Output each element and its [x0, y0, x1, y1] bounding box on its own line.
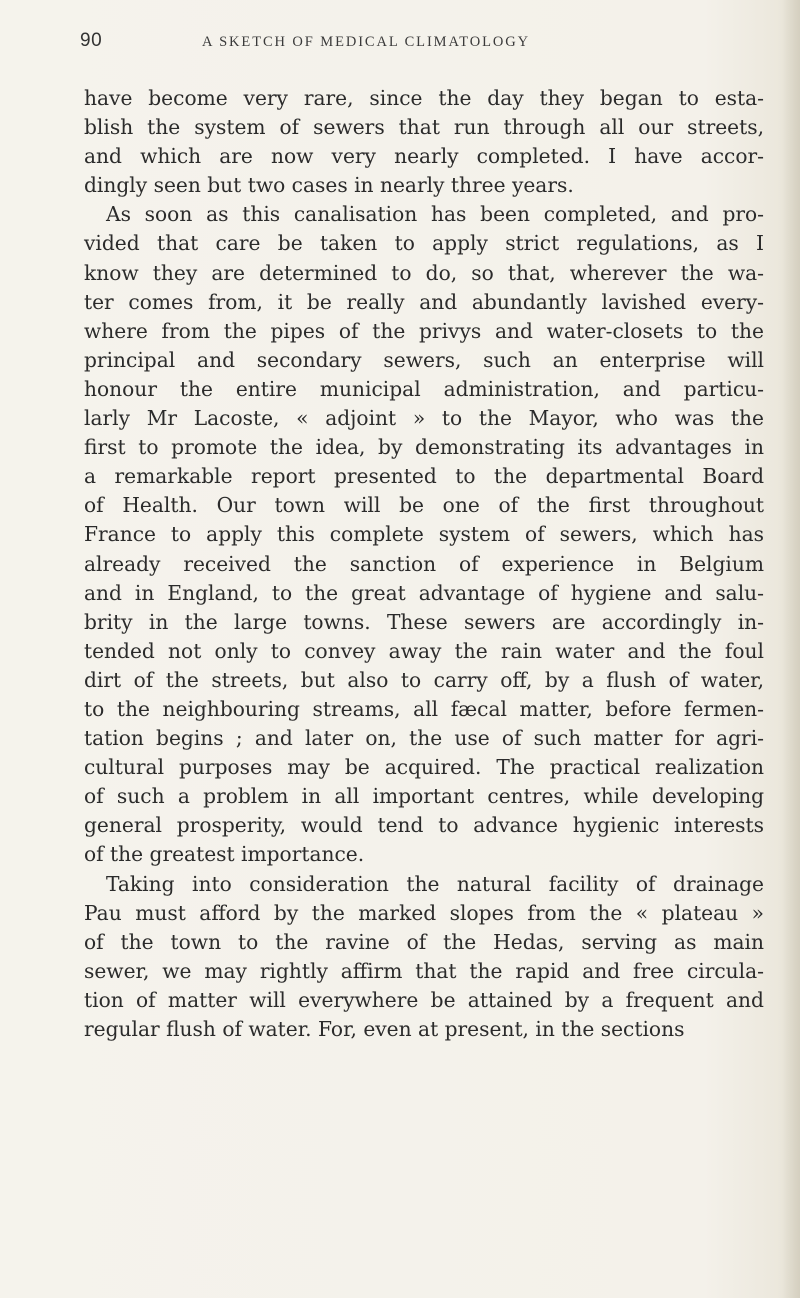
text-line: general prosperity, would tend to advance hygienic interests — [84, 813, 764, 838]
text-line: have become very rare, since the day they began to esta- — [84, 86, 764, 110]
text-line: tended not only to convey away the rain water and the foul — [84, 638, 764, 663]
text-line: of Health. Our town will be one of the first throughout — [84, 493, 764, 518]
text-line: larly Mr Lacoste, « adjoint » to the Mayor, who was the — [84, 406, 764, 431]
text-line: already received the sanction of experience in Belgium — [84, 551, 764, 576]
text-line: ter comes from, it be really and abundantly lavished every- — [84, 289, 764, 314]
text-line: a remarkable report presented to the departmental Board — [84, 464, 764, 489]
running-title: A SKETCH OF MEDICAL CLIMATOLOGY — [202, 34, 530, 50]
text-line: to the neighbouring streams, all fæcal matter, before fermen- — [84, 696, 764, 721]
text-line: As soon as this canalisation has been completed, and pro- — [106, 202, 764, 227]
text-line: dingly seen but two cases in nearly three years. — [84, 173, 574, 198]
text-line: regular flush of water. For, even at present, in the sections — [84, 1017, 685, 1041]
text-line: sewer, we may rightly affirm that the rapid and free circula- — [84, 958, 764, 983]
text-line: and in England, to the great advantage of hygiene and salu- — [84, 580, 764, 605]
body-text — [84, 84, 764, 1044]
text-line: honour the entire municipal administration, and particu- — [84, 376, 764, 401]
text-line: of such a problem in all important centres, while developing — [84, 784, 764, 809]
text-line: vided that care be taken to apply strict regulations, as I — [84, 231, 764, 256]
text-line: first to promote the idea, by demonstrating its advantages in — [84, 435, 764, 460]
text-line: Pau must afford by the marked slopes from the « plateau » — [84, 900, 764, 925]
text-line: know they are determined to do, so that, wherever the wa- — [84, 260, 764, 285]
text-line: tion of matter will everywhere be attained by a frequent and — [84, 987, 764, 1012]
text-line: Taking into consideration the natural facility of drainage — [106, 871, 764, 896]
page-number: 90 — [80, 30, 103, 51]
text-line: of the greatest importance. — [84, 842, 365, 867]
text-line: cultural purposes may be acquired. The practical realization — [84, 755, 764, 780]
text-line: brity in the large towns. These sewers are accordingly in- — [84, 609, 764, 634]
text-line: and which are now very nearly completed. I have accor- — [84, 144, 764, 169]
text-line: of the town to the ravine of the Hedas, serving as main — [84, 929, 764, 954]
page-header — [80, 30, 740, 64]
text-line: where from the pipes of the privys and water-closets to the — [84, 318, 764, 343]
text-line: blish the system of sewers that run through all our streets, — [84, 115, 764, 140]
page-edge-shadow — [782, 0, 800, 1298]
text-line: tation begins ; and later on, the use of such matter for agri- — [84, 726, 764, 751]
text-line: principal and secondary sewers, such an enterprise will — [84, 347, 764, 372]
text-line: dirt of the streets, but also to carry off, by a flush of water, — [84, 667, 764, 692]
text-line: France to apply this complete system of sewers, which has — [84, 522, 764, 547]
